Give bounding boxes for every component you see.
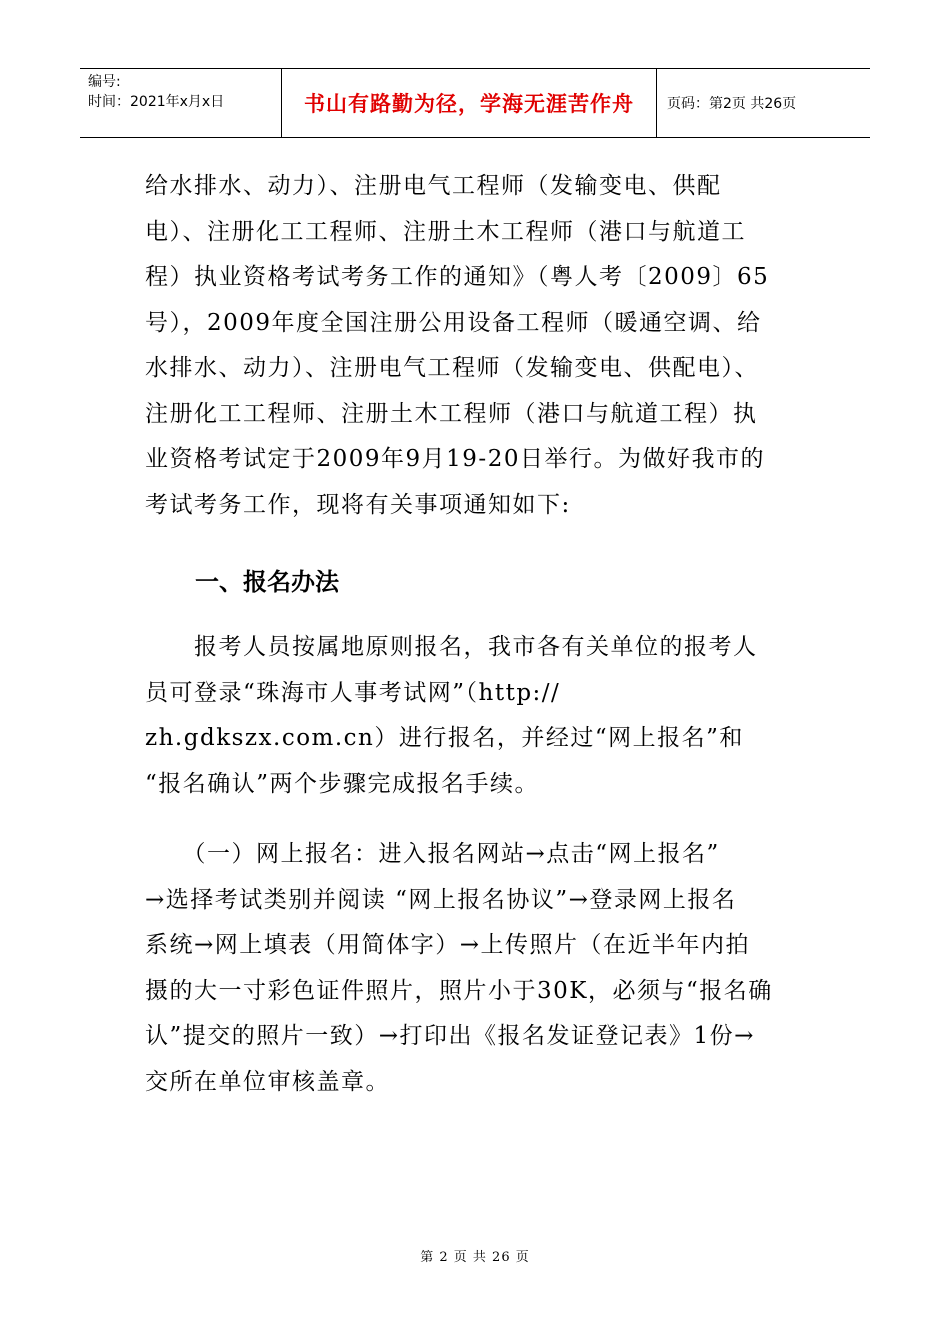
page-footer: 第 2 页 共 26 页 (420, 1250, 530, 1265)
header-motto: 书山有路勤为径，学海无涯苦作舟 (282, 69, 657, 137)
text-line: 认”提交的照片一致）→打印出《报名发证登记表》1份→ (145, 1023, 755, 1049)
text-line: 业资格考试定于2009年9月19-20日举行。为做好我市的 (145, 446, 765, 472)
text-line: →选择考试类别并阅读 “网上报名协议”→登录网上报名 (145, 886, 737, 913)
document-time-label: 时间：2021年x月x日 (88, 94, 225, 110)
text-line: 号），2009年度全国注册公用设备工程师（暖通空调、给 (145, 309, 762, 336)
text-line: “报名确认”两个步骤完成报名手续。 (145, 770, 540, 797)
text-line: 考试考务工作，现将有关事项通知如下: (145, 491, 571, 518)
text-line: 员可登录“珠海市人事考试网”（http:// (145, 679, 561, 706)
text-line: 注册化工工程师、注册土木工程师（港口与航道工程）执 (145, 400, 758, 427)
paragraph-notice-continuation (145, 164, 805, 528)
text-line: 摄的大一寸彩色证件照片，照片小于30K，必须与“报名确 (145, 977, 773, 1004)
paragraph-registration-method (145, 625, 805, 807)
text-line: 交所在单位审核盖章。 (145, 1068, 390, 1095)
text-line: zh.gdkszx.com.cn）进行报名，并经过“网上报名”和 (145, 725, 744, 751)
paragraph-online-registration (145, 832, 805, 1105)
header-meta (80, 69, 282, 137)
text-line: 报考人员按属地原则报名，我市各有关单位的报考人 (145, 634, 758, 660)
document-number-label: 编号: (88, 74, 121, 90)
page-header (80, 68, 870, 138)
header-page-info: 页码：第2页 共26页 (667, 96, 797, 112)
text-line: （一）网上报名：进入报名网站→点击“网上报名” (145, 841, 720, 867)
text-line: 水排水、动力）、注册电气工程师（发输变电、供配电）、 (145, 355, 759, 381)
text-line: 电）、注册化工工程师、注册土木工程师（港口与航道工 (145, 218, 746, 245)
section-heading-registration: 一、报名办法 (195, 568, 339, 596)
text-line: 给水排水、动力）、注册电气工程师（发输变电、供配 (145, 173, 722, 199)
text-line: 系统→网上填表（用简体字）→上传照片（在近半年内拍 (145, 932, 751, 958)
text-line: 程）执业资格考试考务工作的通知》（粤人考〔2009〕65 (145, 264, 770, 290)
